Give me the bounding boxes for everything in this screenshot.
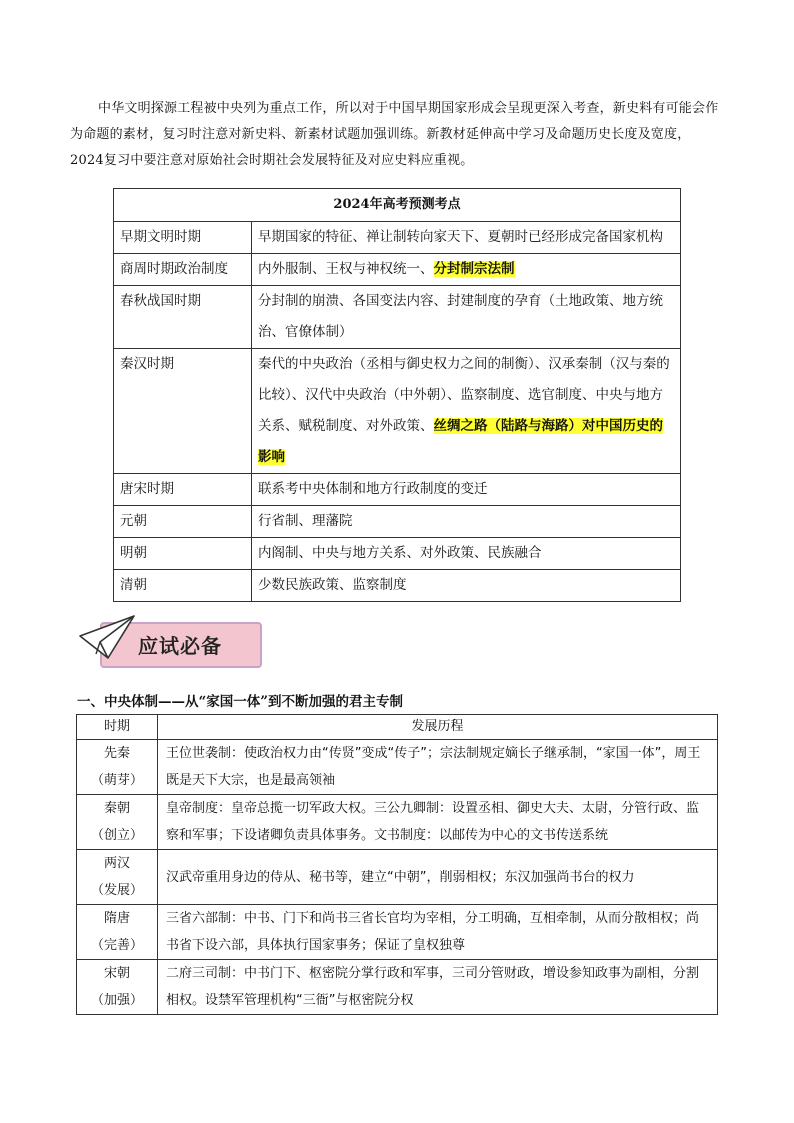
content-cell: 三省六部制：中书、门下和尚书三省长官均为宰相，分工明确，互相牵制，从而分散相权；尚书省下设六部，具体执行国家事务；保证了皇权独尊 — [158, 905, 718, 960]
table-row — [114, 570, 681, 602]
paper-plane-icon — [78, 612, 140, 662]
period-name: 隋唐 — [103, 911, 130, 926]
content-cell: 王位世袭制：使政治权力由“传贤”变成“传子”；宗法制规定嫡长子继承制，“家国一体”，周王既是天下大宗，也是最高领袖 — [158, 740, 718, 795]
content-cell: 内阁制、中央与地方关系、对外政策、民族融合 — [252, 538, 681, 570]
table-row — [77, 850, 718, 905]
content-cell: 二府三司制：中书门下、枢密院分掌行政和军事，三司分管财政，增设参知政事为副相，分割相权。设禁军管理机构“三衙”与枢密院分权 — [158, 960, 718, 1015]
content-cell: 内外服制、王权与神权统一、分封制宗法制 — [252, 254, 681, 286]
period-cell: 春秋战国时期 — [114, 286, 252, 349]
forecast-table — [113, 188, 681, 602]
period-stage: （发展） — [90, 883, 143, 898]
period-name: 先秦 — [103, 746, 130, 761]
table-row — [114, 506, 681, 538]
column-header-period: 时期 — [77, 715, 158, 740]
banner-label: 应试必备 — [138, 634, 222, 658]
content-cell: 早期国家的特征、禅让制转向家天下、夏朝时已经形成完备国家机构 — [252, 222, 681, 254]
period-cell — [77, 960, 158, 1015]
content-cell: 行省制、理藩院 — [252, 506, 681, 538]
period-cell — [77, 905, 158, 960]
central-system-table — [76, 714, 718, 1015]
period-stage: （创立） — [90, 828, 143, 843]
period-cell: 明朝 — [114, 538, 252, 570]
table-row — [114, 349, 681, 474]
period-name: 秦朝 — [103, 801, 130, 816]
period-cell — [77, 850, 158, 905]
period-cell: 清朝 — [114, 570, 252, 602]
period-cell: 早期文明时期 — [114, 222, 252, 254]
column-header-history: 发展历程 — [158, 715, 718, 740]
period-stage: （萌芽） — [90, 773, 143, 788]
content-cell: 皇帝制度：皇帝总揽一切军政大权。三公九卿制：设置丞相、御史大夫、太尉，分管行政、监察和军事；下设诸卿负责具体事务。文书制度：以邮传为中心的文书传送系统 — [158, 795, 718, 850]
content-cell: 少数民族政策、监察制度 — [252, 570, 681, 602]
period-name: 两汉 — [103, 856, 130, 871]
period-name: 宋朝 — [103, 966, 130, 981]
period-cell: 秦汉时期 — [114, 349, 252, 474]
section-banner — [78, 612, 260, 666]
highlighted-text: 丝绸之路（陆路与海路）对中国历史的影响 — [258, 418, 663, 465]
table-row — [77, 795, 718, 850]
table-row — [114, 222, 681, 254]
table-row — [77, 960, 718, 1015]
table-header-row — [77, 715, 718, 740]
table-row — [114, 538, 681, 570]
period-cell: 唐宋时期 — [114, 474, 252, 506]
table-row — [77, 740, 718, 795]
content-cell: 汉武帝重用身边的侍从、秘书等，建立“中朝”，削弱相权；东汉加强尚书台的权力 — [158, 850, 718, 905]
table-row — [114, 286, 681, 349]
content-cell: 秦代的中央政治（丞相与御史权力之间的制衡）、汉承秦制（汉与秦的比较）、汉代中央政治（中外朝）、监察制度、选官制度、中央与地方关系、赋税制度、对外政策、丝绸之路（陆路与海路）对中国历史的影响 — [252, 349, 681, 474]
period-cell — [77, 795, 158, 850]
period-cell: 元朝 — [114, 506, 252, 538]
content-cell: 分封制的崩溃、各国变法内容、封建制度的孕育（土地政策、地方统治、官僚体制） — [252, 286, 681, 349]
highlighted-text: 分封制宗法制 — [433, 261, 515, 277]
content-cell: 联系考中央体制和地方行政制度的变迁 — [252, 474, 681, 506]
table-row — [114, 474, 681, 506]
period-stage: （完善） — [90, 938, 143, 953]
period-stage: （加强） — [90, 993, 143, 1008]
forecast-table-title: 2024年高考预测考点 — [114, 189, 681, 222]
table-row — [114, 254, 681, 286]
table-row — [77, 905, 718, 960]
section-title: 一、中央体制——从“家国一体”到不断加强的君主专制 — [77, 694, 404, 710]
period-cell: 商周时期政治制度 — [114, 254, 252, 286]
period-cell — [77, 740, 158, 795]
intro-paragraph: 中华文明探源工程被中央列为重点工作，所以对于中国早期国家形成会呈现更深入考查，新史料有可能会作为命题的素材，复习时注意对新史料、新素材试题加强训练。新教材延伸高中学习及命题历史长度及宽度，2024复习中要注意对原始社会时期社会发展特征及对应史料应重视。 — [70, 101, 719, 168]
